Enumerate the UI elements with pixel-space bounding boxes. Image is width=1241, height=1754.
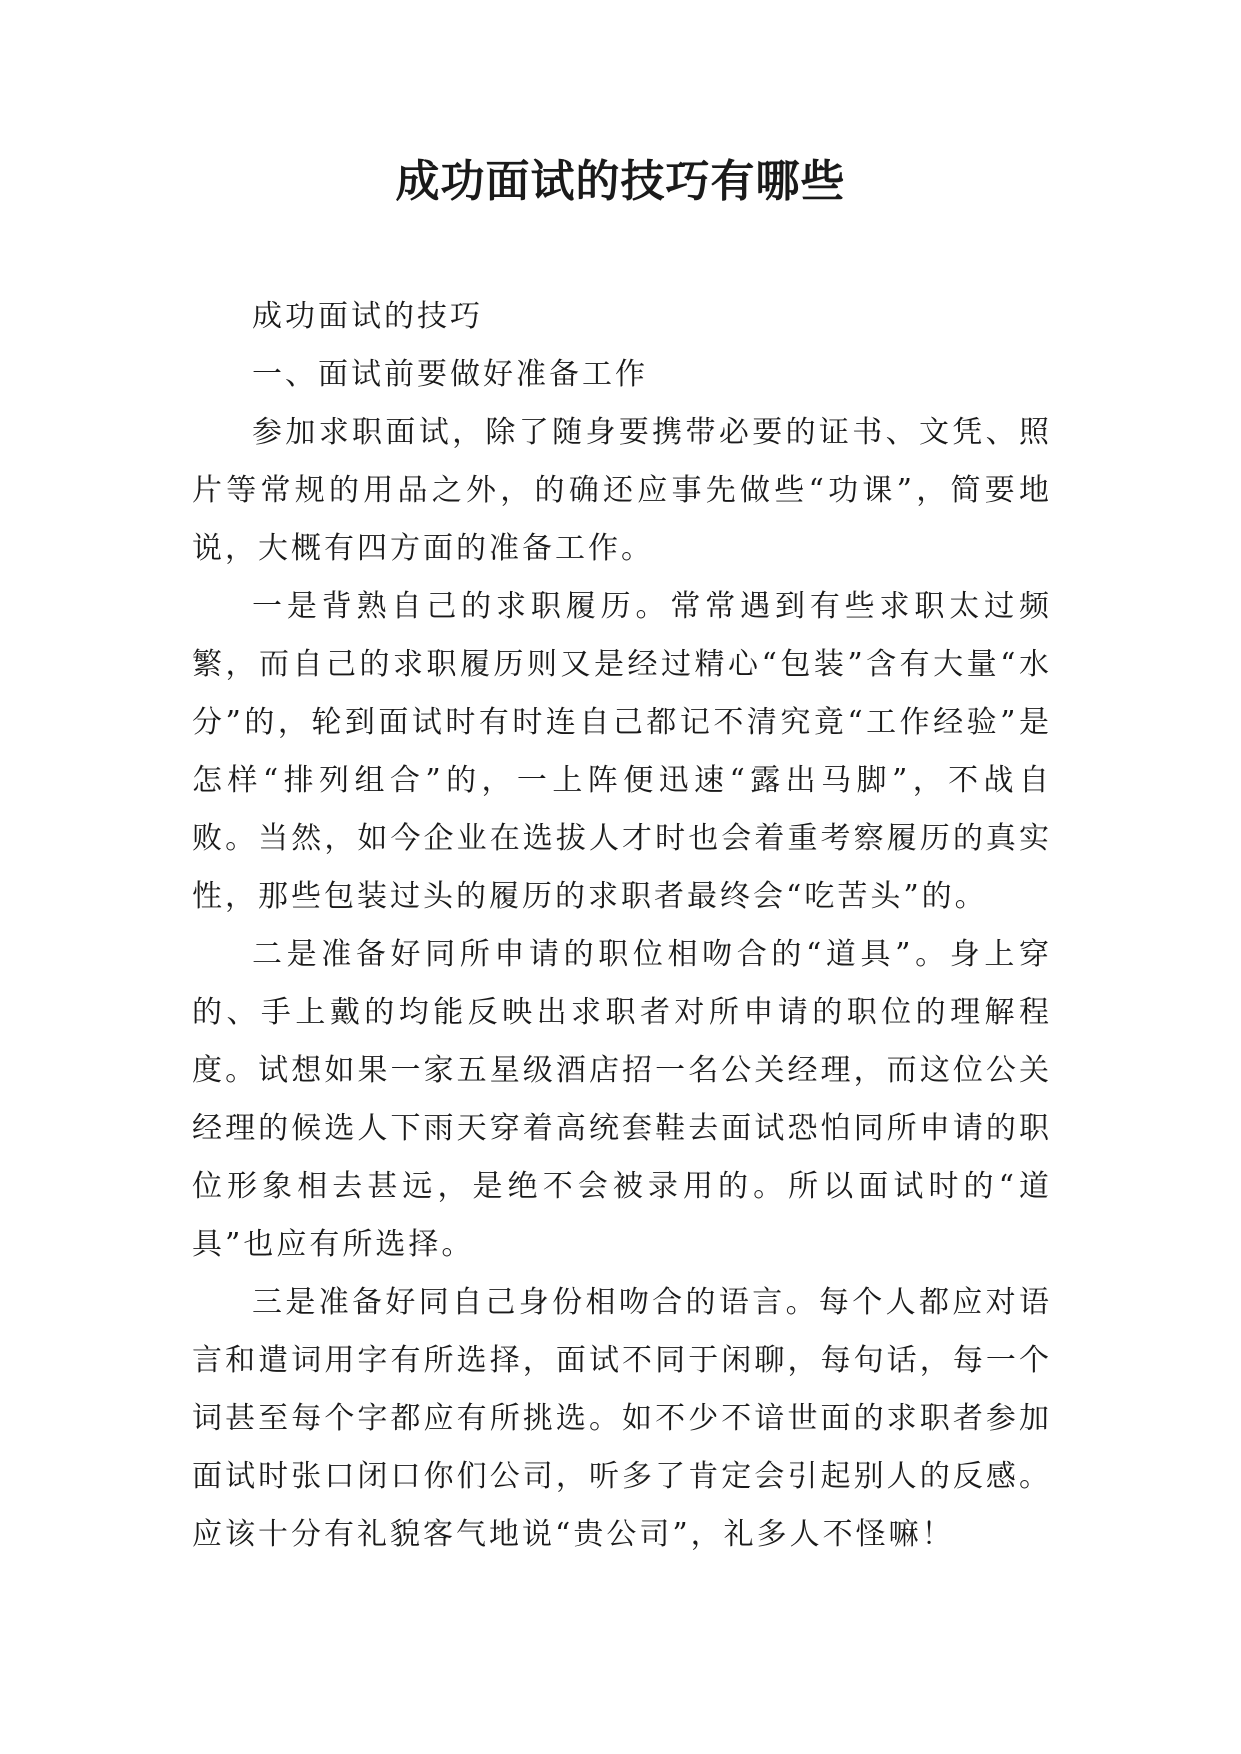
document-body (192, 288, 1052, 1564)
paragraph-section-heading: 一、面试前要做好准备工作 (252, 357, 648, 392)
paragraph-intro: 参加求职面试，除了随身要携带必要的证书、文凭、照片等常规的用品之外，的确还应事先做些“功课”，简要地说，大概有四方面的准备工作。 (192, 415, 1052, 566)
document-title: 成功面试的技巧有哪些 (395, 156, 846, 207)
paragraph-point-three: 三是准备好同自己身份相吻合的语言。每个人都应对语言和遣词用字有所选择，面试不同于闲聊，每句话，每一个词甚至每个字都应有所挑选。如不少不谙世面的求职者参加面试时张口闭口你们公司，听多了肯定会引起别人的反感。应该十分有礼貌客气地说“贵公司”，礼多人不怪嘛！ (192, 1285, 1052, 1552)
paragraph-subtitle: 成功面试的技巧 (252, 299, 483, 334)
paragraph-point-two: 二是准备好同所申请的职位相吻合的“道具”。身上穿的、手上戴的均能反映出求职者对所申请的职位的理解程度。试想如果一家五星级酒店招一名公关经理，而这位公关经理的候选人下雨天穿着高统套鞋去面试恐怕同所申请的职位形象相去甚远，是绝不会被录用的。所以面试时的“道具”也应有所选择。 (192, 937, 1052, 1262)
paragraph-point-one: 一是背熟自己的求职履历。常常遇到有些求职太过频繁，而自己的求职履历则又是经过精心“包装”含有大量“水分”的，轮到面试时有时连自己都记不清究竟“工作经验”是怎样“排列组合”的，一上阵便迅速“露出马脚”，不战自败。当然，如今企业在选拔人才时也会着重考察履历的真实性，那些包装过头的履历的求职者最终会“吃苦头”的。 (192, 589, 1052, 914)
